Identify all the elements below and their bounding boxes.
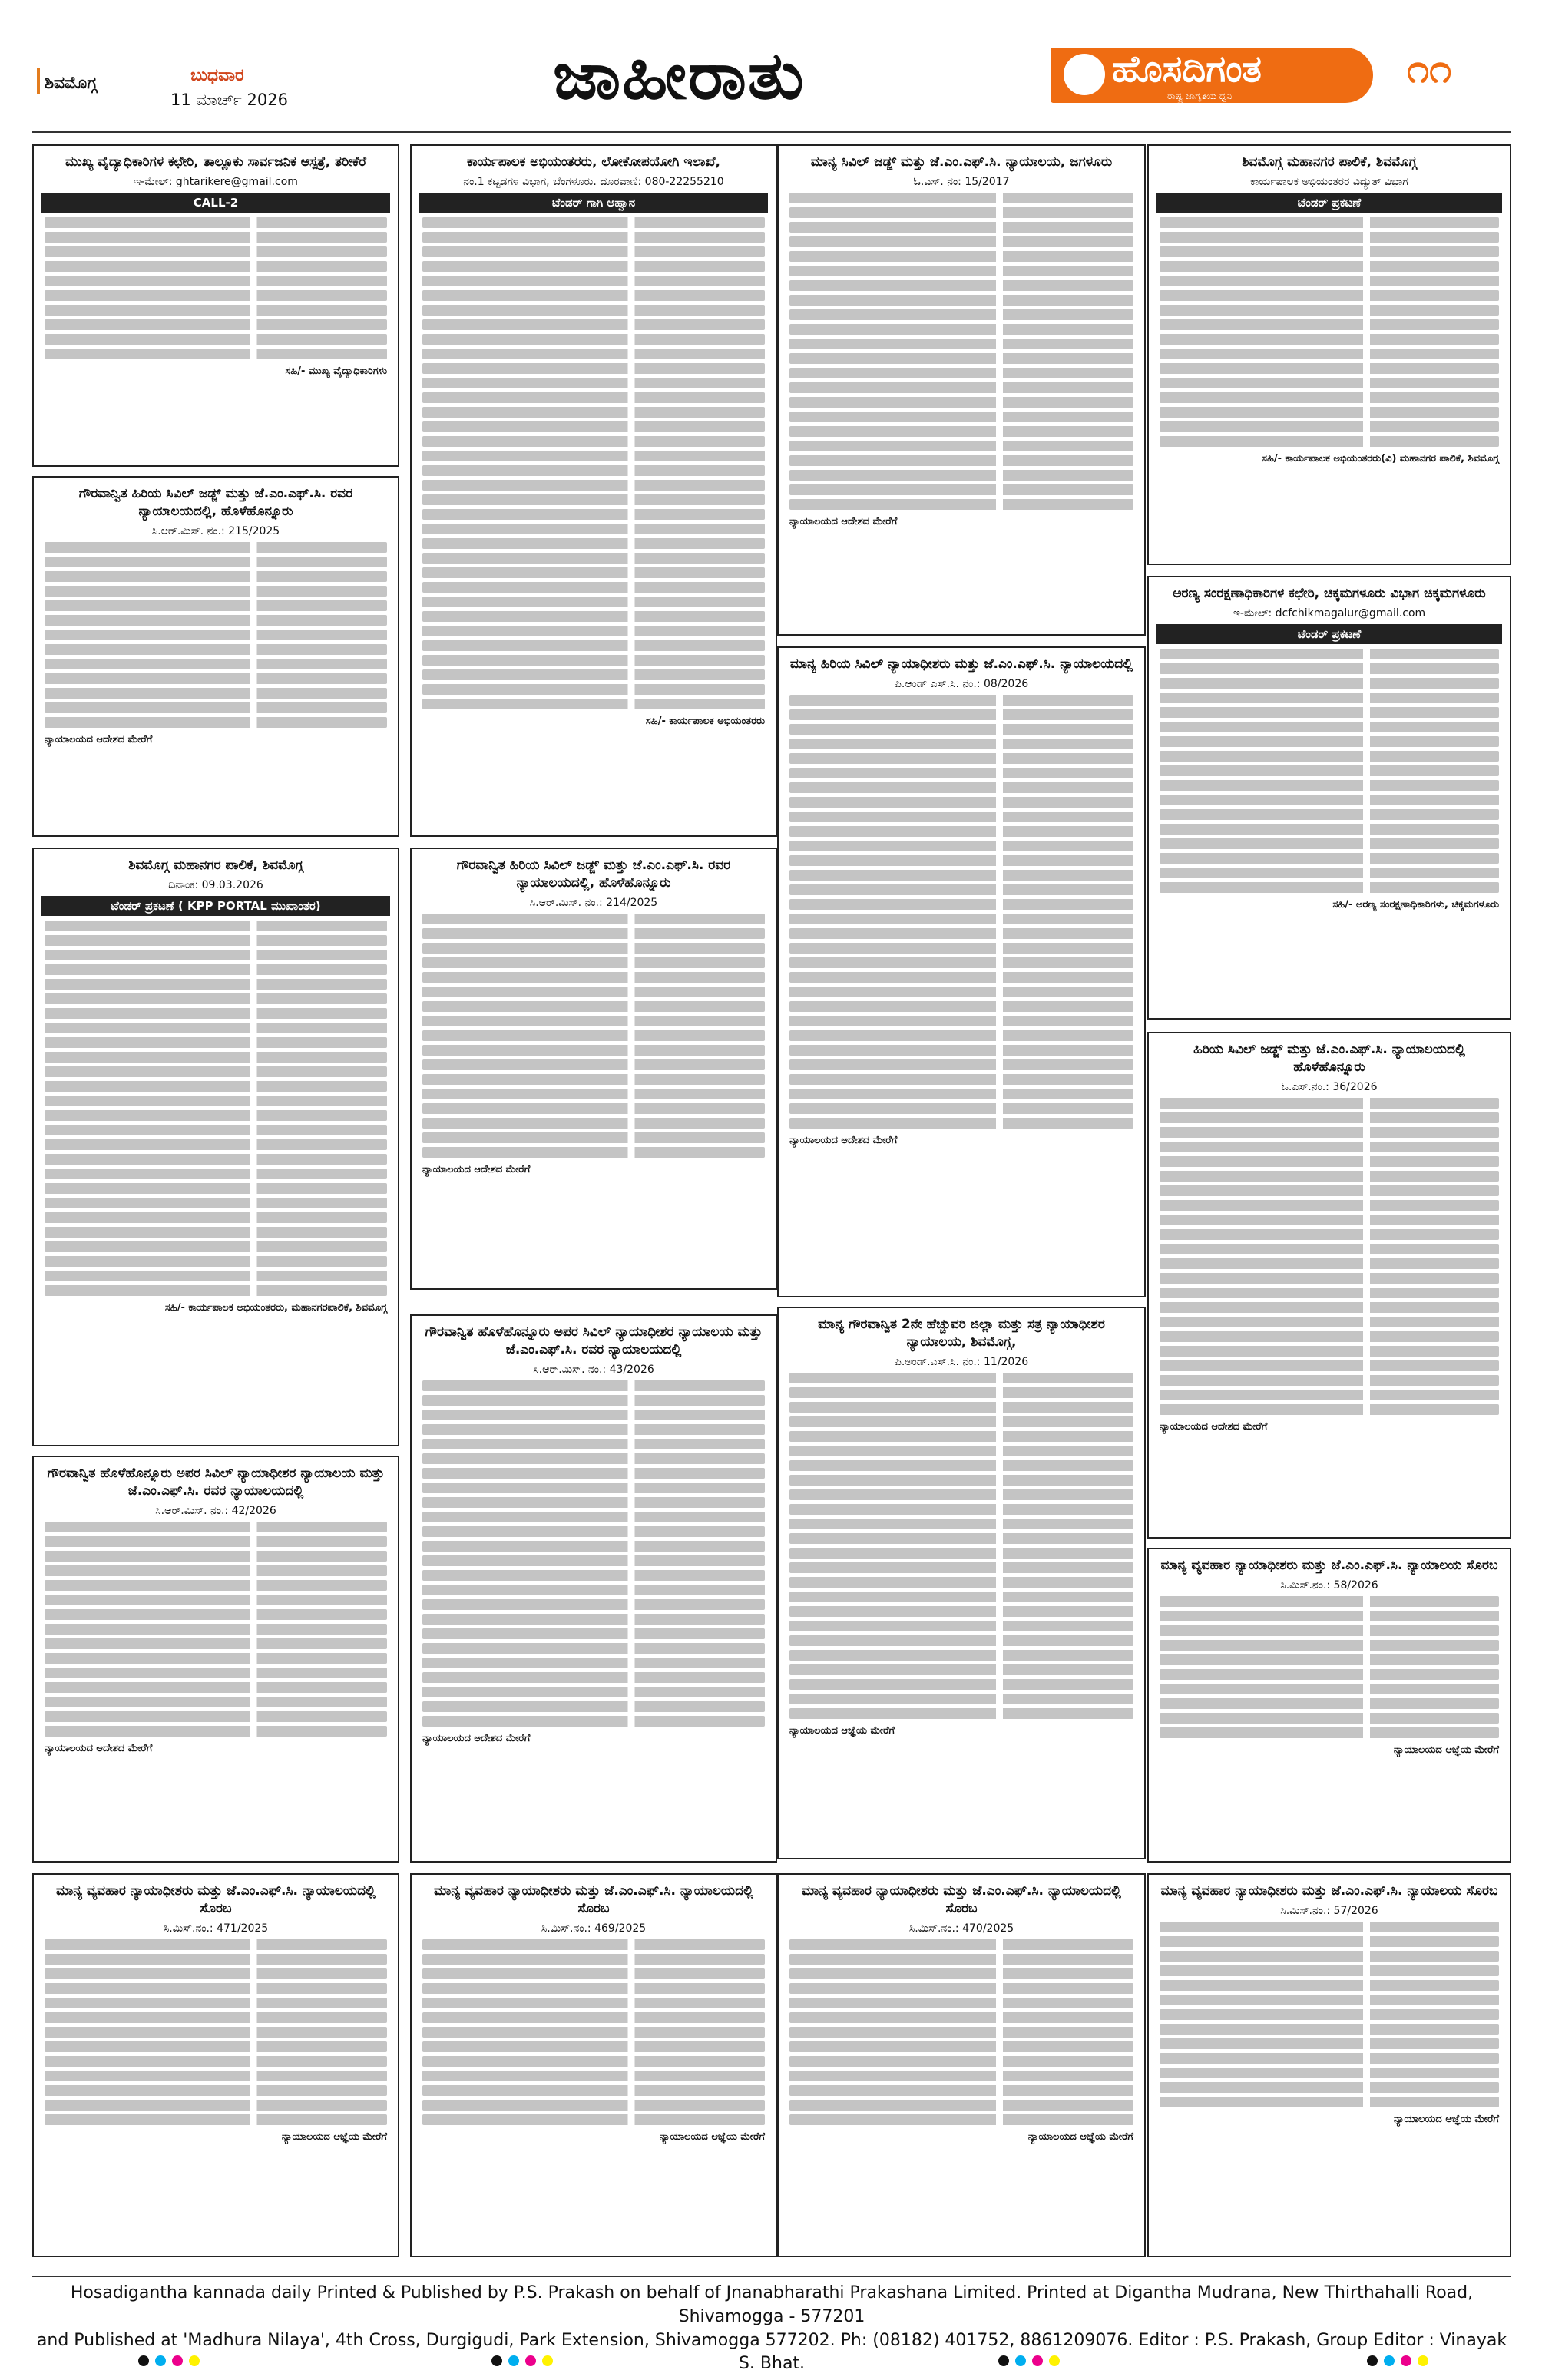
notice-signature: ನ್ಯಾಯಾಲಯದ ಆದೇಶದ ಮೇರೆಗೆ <box>422 1163 531 1175</box>
notice-subtitle: ಓ.ಎಸ್.ನಂ.: 36/2026 <box>1281 1080 1378 1093</box>
notice-signature: ನ್ಯಾಯಾಲಯದ ಆಜ್ಞೆಯ ಮೇರೆಗೆ <box>789 1724 895 1737</box>
notice-smc-electrical <box>1147 144 1511 565</box>
notice-subtitle: ಸಿ.ಆರ್.ಮಿಸ್. ನಂ.: 215/2025 <box>151 524 280 537</box>
notice-subtitle: ಕಾರ್ಯಪಾಲಕ ಅಭಿಯಂತರರ ವಿದ್ಯುತ್ ವಿಭಾಗ <box>1250 175 1408 188</box>
notice-title: ಗೌರವಾನ್ವಿತ ಹೊಳೆಹೊನ್ನೂರು ಅಪರ ಸಿವಿಲ್ ನ್ಯಾಯಾಧೀಶರ ನ್ಯಾಯಾಲಯ ಮತ್ತು ಜೆ.ಎಂ.ಎಫ್.ಸಿ. ರವರ ನ್ಯಾಯಾಲಯದಲ್ಲಿ <box>425 1324 763 1357</box>
notice-subtitle: ಇ-ಮೇಲ್: ghtarikere@gmail.com <box>134 175 298 188</box>
notice-signature: ನ್ಯಾಯಾಲಯದ ಆದೇಶದ ಮೇರೆಗೆ <box>422 1732 531 1744</box>
notice-holehonnur-42 <box>32 1456 399 1863</box>
notice-subtitle: ಪಿ.ಆಂಡ್ ಎಸ್.ಸಿ. ನಂ.: 08/2026 <box>894 677 1029 690</box>
notice-subtitle: ಓ.ಎಸ್. ನಂ: 15/2017 <box>913 175 1010 188</box>
footer-rule <box>32 2276 1511 2277</box>
notice-subtitle: ಇ-ಮೇಲ್: dcfchikmagalur@gmail.com <box>1233 607 1426 620</box>
city-marker <box>37 68 40 94</box>
notice-signature: ಸಹಿ/- ಕಾರ್ಯಪಾಲಕ ಅಭಿಯಂತರರು <box>645 715 765 727</box>
notice-signature: ನ್ಯಾಯಾಲಯದ ಆಜ್ಞೆಯ ಮೇರೆಗೆ <box>281 2130 387 2143</box>
notice-title: ಮಾನ್ಯ ವ್ಯವಹಾರ ನ್ಯಾಯಾಧೀಶರು ಮತ್ತು ಜೆ.ಎಂ.ಎಫ್.ಸಿ. ನ್ಯಾಯಾಲಯದಲ್ಲಿ ಸೊರಬ <box>56 1883 376 1916</box>
notice-title: ಮಾನ್ಯ ಸಿವಿಲ್ ಜಡ್ಜ್ ಮತ್ತು ಜೆ.ಎಂ.ಎಫ್.ಸಿ. ನ್ಯಾಯಾಲಯ, ಜಗಳೂರು <box>810 154 1113 170</box>
notice-signature: ನ್ಯಾಯಾಲಯದ ಆಜ್ಞೆಯ ಮೇರೆಗೆ <box>659 2130 765 2143</box>
notice-holehonnur-43 <box>410 1314 777 1863</box>
notice-band: ಟೆಂಡರ್ ಗಾಗಿ ಆಹ್ವಾನ <box>419 193 768 213</box>
notice-title: ಮುಖ್ಯ ವೈದ್ಯಾಧಿಕಾರಿಗಳ ಕಛೇರಿ, ತಾಲ್ಲೂಕು ಸಾರ್ವಜನಿಕ ಆಸ್ಪತ್ರೆ, ತರೀಕೆರೆ <box>65 154 366 170</box>
notice-tarikere-hospital <box>32 144 399 467</box>
notice-band: ಟೆಂಡರ್ ಪ್ರಕಟಣೆ <box>1156 624 1502 644</box>
paper-tagline: ರಾಷ್ಟ್ರ ಜಾಗೃತಿಯ ಧ್ವನಿ <box>1167 91 1233 101</box>
notice-subtitle: ದಿನಾಂಕ: 09.03.2026 <box>168 878 263 891</box>
registration-marks-1 <box>138 2355 200 2366</box>
notice-title: ಗೌರವಾನ್ವಿತ ಹೊಳೆಹೊನ್ನೂರು ಅಪರ ಸಿವಿಲ್ ನ್ಯಾಯಾಧೀಶರ ನ್ಯಾಯಾಲಯ ಮತ್ತು ಜೆ.ಎಂ.ಎಫ್.ಸಿ. ರವರ ನ್ಯಾಯಾಲಯದಲ್ಲಿ <box>47 1466 385 1499</box>
notice-subtitle: ಸಿ.ಮಿಸ್.ನಂ.: 58/2026 <box>1280 1578 1378 1592</box>
notice-subtitle: ಪಿ.ಅಂಡ್.ಎಸ್.ಸಿ. ನಂ.: 11/2026 <box>894 1355 1029 1368</box>
day-label: ಬುಧವಾರ <box>190 66 244 85</box>
notice-title: ಮಾನ್ಯ ವ್ಯವಹಾರ ನ್ಯಾಯಾಧೀಶರು ಮತ್ತು ಜೆ.ಎಂ.ಎಫ್.ಸಿ. ನ್ಯಾಯಾಲಯ ಸೊರಬ <box>1160 1558 1498 1573</box>
page-number: ೧೧ <box>1407 46 1452 92</box>
notice-title: ಗೌರವಾನ್ವಿತ ಹಿರಿಯ ಸಿವಿಲ್ ಜಡ್ಜ್ ಮತ್ತು ಜೆ.ಎಂ.ಎಫ್.ಸಿ. ರವರ ನ್ಯಾಯಾಲಯದಲ್ಲಿ, ಹೊಳೆಹೊನ್ನೂರು <box>456 858 731 891</box>
notice-holehonnur-214 <box>410 848 777 1290</box>
paper-name: ಹೊಸದಿಗಂತ <box>1112 48 1262 91</box>
notice-signature: ನ್ಯಾಯಾಲಯದ ಆಜ್ಞೆಯ ಮೇರೆಗೆ <box>1393 1744 1499 1756</box>
notice-sorab-469 <box>410 1873 777 2257</box>
registration-marks-4 <box>1367 2355 1428 2366</box>
notice-smc-kpp <box>32 848 399 1446</box>
notice-subtitle: ಸಿ.ಮಿಸ್.ನಂ.: 470/2025 <box>908 1922 1014 1935</box>
notice-title: ಮಾನ್ಯ ವ್ಯವಹಾರ ನ್ಯಾಯಾಧೀಶರು ಮತ್ತು ಜೆ.ಎಂ.ಎಫ್.ಸಿ. ನ್ಯಾಯಾಲಯದಲ್ಲಿ ಸೊರಬ <box>802 1883 1121 1916</box>
notice-subtitle: ಸಿ.ಮಿಸ್.ನಂ.: 469/2025 <box>541 1922 647 1935</box>
imprint-footer <box>32 2282 1511 2376</box>
notice-title: ಮಾನ್ಯ ಹಿರಿಯ ಸಿವಿಲ್ ನ್ಯಾಯಾಧೀಶರು ಮತ್ತು ಜೆ.ಎಂ.ಎಫ್.ಸಿ. ನ್ಯಾಯಾಲಯದಲ್ಲಿ <box>789 656 1133 672</box>
notice-title: ಕಾರ್ಯಪಾಲಕ ಅಭಿಯಂತರರು, ಲೋಕೋಪಯೋಗಿ ಇಲಾಖೆ, <box>467 154 720 170</box>
notice-holehonnur-36 <box>1147 1032 1511 1539</box>
notice-pwd-tender <box>410 144 777 837</box>
notice-subtitle: ಸಿ.ಆರ್.ಮಿಸ್. ನಂ.: 43/2026 <box>533 1363 654 1376</box>
notice-subtitle: ಸಿ.ಆರ್.ಮಿಸ್. ನಂ.: 42/2026 <box>155 1504 276 1517</box>
notice-sorab-58 <box>1147 1548 1511 1863</box>
notice-subtitle: ಸಿ.ಮಿಸ್.ನಂ.: 57/2026 <box>1280 1904 1378 1917</box>
notice-signature: ಸಹಿ/- ಅರಣ್ಯ ಸಂರಕ್ಷಣಾಧಿಕಾರಿಗಳು, ಚಿಕ್ಕಮಗಳೂರು <box>1332 898 1499 911</box>
notice-sorab-57 <box>1147 1873 1511 2257</box>
notice-sorab-471 <box>32 1873 399 2257</box>
notice-subtitle: ಸಿ.ಮಿಸ್.ನಂ.: 471/2025 <box>163 1922 269 1935</box>
notice-signature: ಸಹಿ/- ಮುಖ್ಯ ವೈದ್ಯಾಧಿಕಾರಿಗಳು <box>285 365 387 377</box>
notice-forest-tender <box>1147 576 1511 1020</box>
notice-signature: ನ್ಯಾಯಾಲಯದ ಆದೇಶದ ಮೇರೆಗೆ <box>1160 1420 1268 1433</box>
notice-shivamogga-district-court <box>777 1307 1146 1859</box>
notice-jagalur-court <box>777 144 1146 636</box>
notice-holehonnur-215 <box>32 476 399 837</box>
notice-title: ಹಿರಿಯ ಸಿವಿಲ್ ಜಡ್ಜ್ ಮತ್ತು ಜೆ.ಎಂ.ಎಫ್.ಸಿ. ನ್ಯಾಯಾಲಯದಲ್ಲಿ ಹೊಳೆಹೊನ್ನೂರು <box>1193 1042 1465 1075</box>
notice-signature: ನ್ಯಾಯಾಲಯದ ಆದೇಶದ ಮೇರೆಗೆ <box>789 1134 898 1146</box>
imprint-line-2: and Published at 'Madhura Nilaya', 4th Cross, Durgigudi, Park Extension, Shivamogga 577202. Ph: (08182) 401752, 8861209076. Editor : P.S. Prakash, Group Editor : Vinayak S. Bhat. <box>36 2330 1507 2374</box>
date-label: 11 ಮಾರ್ಚ್ 2026 <box>170 91 288 109</box>
notice-signature: ನ್ಯಾಯಾಲಯದ ಆಜ್ಞೆಯ ಮೇರೆಗೆ <box>1393 2113 1499 2125</box>
notice-sorab-470 <box>777 1873 1146 2257</box>
notice-bhadravathi-court <box>777 646 1146 1297</box>
notice-title: ಶಿವಮೊಗ್ಗ ಮಹಾನಗರ ಪಾಲಿಕೆ, ಶಿವಮೊಗ್ಗ <box>1242 154 1417 170</box>
city-label: ಶಿವಮೊಗ್ಗ <box>45 74 98 93</box>
notice-title: ಮಾನ್ಯ ವ್ಯವಹಾರ ನ್ಯಾಯಾಧೀಶರು ಮತ್ತು ಜೆ.ಎಂ.ಎಫ್.ಸಿ. ನ್ಯಾಯಾಲಯದಲ್ಲಿ ಸೊರಬ <box>434 1883 753 1916</box>
notice-signature: ನ್ಯಾಯಾಲಯದ ಆದೇಶದ ಮೇರೆಗೆ <box>789 515 898 527</box>
notice-title: ಮಾನ್ಯ ವ್ಯವಹಾರ ನ್ಯಾಯಾಧೀಶರು ಮತ್ತು ಜೆ.ಎಂ.ಎಫ್.ಸಿ. ನ್ಯಾಯಾಲಯ ಸೊರಬ <box>1160 1883 1498 1899</box>
notice-band: ಟೆಂಡರ್ ಪ್ರಕಟಣೆ ( KPP PORTAL ಮುಖಾಂತರ) <box>41 896 390 916</box>
notice-title: ಅರಣ್ಯ ಸಂರಕ್ಷಣಾಧಿಕಾರಿಗಳ ಕಛೇರಿ, ಚಿಕ್ಕಮಗಳೂರು ವಿಭಾಗ ಚಿಕ್ಕಮಗಳೂರು <box>1173 586 1486 601</box>
registration-marks-3 <box>998 2355 1060 2366</box>
notice-title: ಶಿವಮೊಗ್ಗ ಮಹಾನಗರ ಪಾಲಿಕೆ, ಶಿವಮೊಗ್ಗ <box>128 858 303 873</box>
logo-emblem-icon <box>1064 54 1105 95</box>
notice-signature: ನ್ಯಾಯಾಲಯದ ಆಜ್ಞೆಯ ಮೇರೆಗೆ <box>1027 2130 1133 2143</box>
header-rule <box>32 131 1511 133</box>
section-title: ಜಾಹೀರಾತು <box>553 37 806 114</box>
notice-signature: ನ್ಯಾಯಾಲಯದ ಆದೇಶದ ಮೇರೆಗೆ <box>45 1742 153 1754</box>
notice-title: ಮಾನ್ಯ ಗೌರವಾನ್ವಿತ 2ನೇ ಹೆಚ್ಚುವರಿ ಜಿಲ್ಲಾ ಮತ್ತು ಸತ್ರ ನ್ಯಾಯಾಧೀಶರ ನ್ಯಾಯಾಲಯ, ಶಿವಮೊಗ್ಗ, <box>818 1317 1105 1350</box>
notice-band: ಟೆಂಡರ್ ಪ್ರಕಟಣೆ <box>1156 193 1502 213</box>
notice-title: ಗೌರವಾನ್ವಿತ ಹಿರಿಯ ಸಿವಿಲ್ ಜಡ್ಜ್ ಮತ್ತು ಜೆ.ಎಂ.ಎಫ್.ಸಿ. ರವರ ನ್ಯಾಯಾಲಯದಲ್ಲಿ, ಹೊಳೆಹೊನ್ನೂರು <box>78 486 353 519</box>
registration-marks-2 <box>491 2355 553 2366</box>
notice-band: CALL-2 <box>41 193 390 213</box>
notice-signature: ನ್ಯಾಯಾಲಯದ ಆದೇಶದ ಮೇರೆಗೆ <box>45 733 153 745</box>
notice-subtitle: ಸಿ.ಆರ್.ಮಿಸ್. ನಂ.: 214/2025 <box>529 896 658 909</box>
notice-signature: ಸಹಿ/- ಕಾರ್ಯಪಾಲಕ ಅಭಿಯಂತರರು, ಮಹಾನಗರಪಾಲಿಕೆ, ಶಿವಮೊಗ್ಗ <box>164 1301 387 1314</box>
notice-subtitle: ನಂ.1 ಕಟ್ಟಡಗಳ ವಿಭಾಗ, ಬೆಂಗಳೂರು. ದೂರವಾಣಿ: 080-22255210 <box>463 175 724 188</box>
imprint-line-1: Hosadigantha kannada daily Printed & Published by P.S. Prakash on behalf of Jnanabharathi Prakashana Limited. Printed at Digantha Mudrana, New Thirthahalli Road, Shivamogga - 577201 <box>70 2283 1474 2326</box>
notice-signature: ಸಹಿ/- ಕಾರ್ಯಪಾಲಕ ಅಭಿಯಂತರರು(ವಿ) ಮಹಾನಗರ ಪಾಲಿಕೆ, ಶಿವಮೊಗ್ಗ <box>1262 452 1499 464</box>
